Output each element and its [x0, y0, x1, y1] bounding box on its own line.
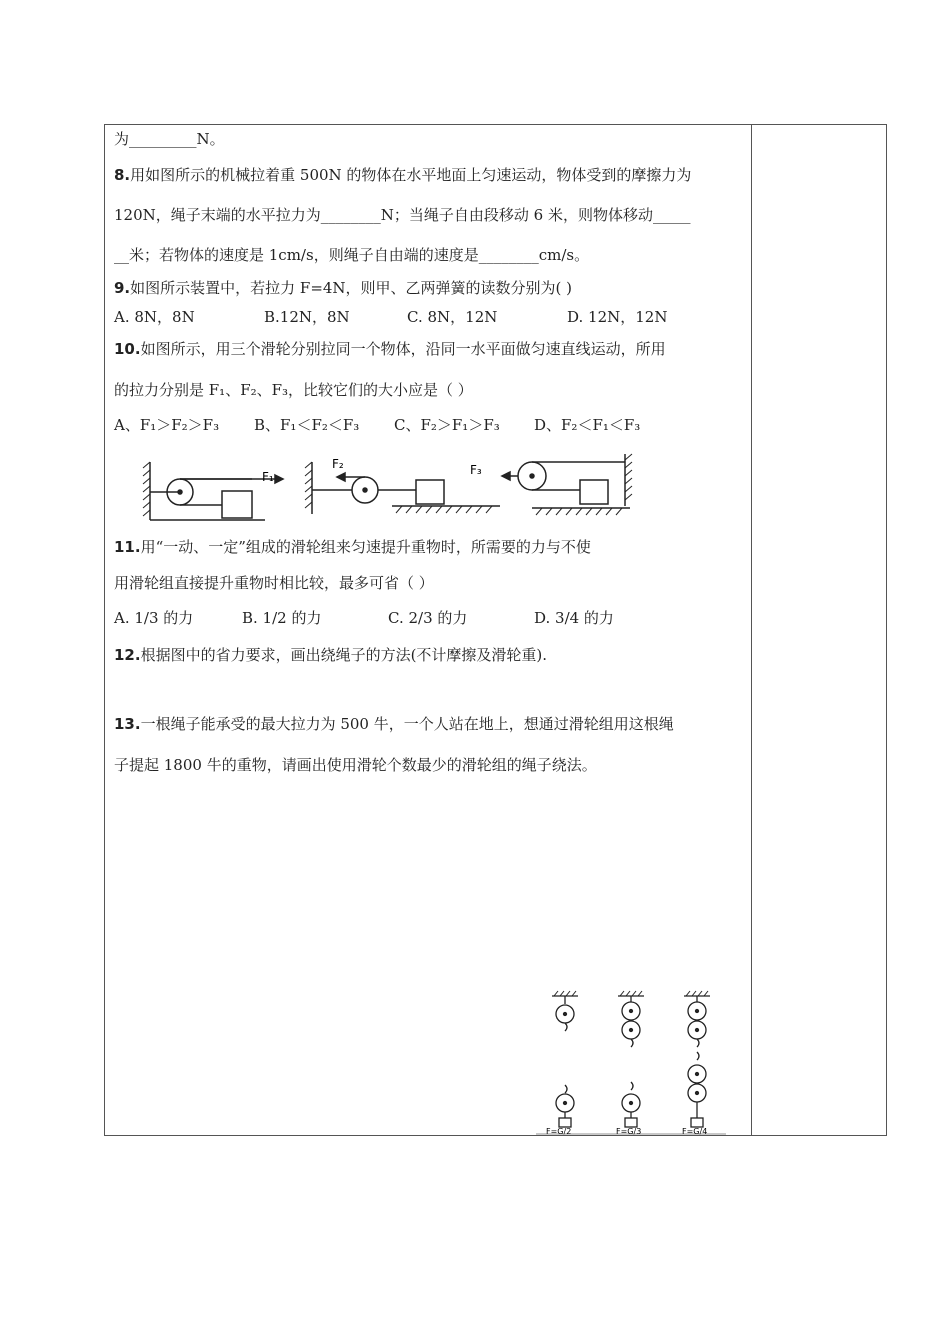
q8-line1 — [114, 166, 691, 184]
q10-pulley-figure — [140, 448, 640, 524]
q12-text: 根据图中的省力要求，画出绕绳子的方法(不计摩擦及滑轮重). — [140, 646, 548, 664]
q11-option-b: B. 1/2 的力 — [242, 609, 322, 627]
q10-option-b: B、F₁＜F₂＜F₃ — [254, 416, 360, 434]
fig12-label-2: F=G/3 — [616, 1127, 642, 1135]
content-table — [104, 124, 887, 1136]
q9-number: 9. — [114, 279, 131, 297]
q9-text: 如图所示装置中，若拉力 F=4N，则甲、乙两弹簧的读数分别为( ) — [130, 279, 573, 297]
q10-line1 — [114, 340, 666, 358]
q13-number: 13. — [114, 715, 141, 733]
q13-line1 — [114, 715, 674, 733]
q11-option-d: D. 3/4 的力 — [534, 609, 614, 627]
f2-label: F₂ — [332, 457, 344, 471]
q9-option-d: D. 12N，12N — [567, 308, 668, 326]
q10-option-c: C、F₂＞F₁＞F₃ — [394, 416, 500, 434]
q11-option-a: A. 1/3 的力 — [114, 609, 194, 627]
q9-option-c: C. 8N，12N — [407, 308, 498, 326]
q12-line — [114, 646, 547, 664]
q10-line2: 的拉力分别是 F₁、F₂、F₃，比较它们的大小应是（ ） — [114, 381, 473, 399]
q10-number: 10. — [114, 340, 141, 358]
q9-options — [114, 308, 667, 326]
fig12-label-1: F=G/2 — [546, 1127, 572, 1135]
q13-text1: 一根绳子能承受的最大拉力为 500 牛，一个人站在地上，想通过滑轮组用这根绳 — [140, 715, 674, 733]
table-column-divider — [751, 124, 752, 1136]
q11-text1: 用“一动、一定”组成的滑轮组来匀速提升重物时，所需要的力与不使 — [140, 538, 591, 556]
q13-line2: 子提起 1800 牛的重物，请画出使用滑轮个数最少的滑轮组的绳子绕法。 — [114, 756, 597, 774]
q10-option-d: D、F₂＜F₁＜F₃ — [534, 416, 641, 434]
q11-option-c: C. 2/3 的力 — [388, 609, 468, 627]
q10-option-a: A、F₁＞F₂＞F₃ — [114, 416, 220, 434]
f1-label: F₁ — [262, 470, 274, 484]
q9-option-b: B.12N，8N — [264, 308, 350, 326]
q7-tail: 为_________N。 — [114, 130, 225, 148]
f3-label: F₃ — [470, 463, 482, 477]
q8-line2: 120N，绳子末端的水平拉力为________N；当绳子自由段移动 6 米，则物体移动_____ — [114, 206, 691, 224]
q9-option-a: A. 8N，8N — [114, 308, 195, 326]
q8-number: 8. — [114, 166, 131, 184]
q11-line2: 用滑轮组直接提升重物时相比较，最多可省（ ） — [114, 574, 434, 592]
fig12-label-3: F=G/4 — [682, 1127, 708, 1135]
q11-number: 11. — [114, 538, 141, 556]
q12-number: 12. — [114, 646, 141, 664]
q9-stem — [114, 279, 572, 297]
q8-line3: __米；若物体的速度是 1cm/s，则绳子自由端的速度是________cm/s。 — [114, 246, 590, 264]
q11-line1 — [114, 538, 591, 556]
q10-text1: 如图所示，用三个滑轮分别拉同一个物体，沿同一水平面做匀速直线运动，所用 — [140, 340, 666, 358]
q11-options — [114, 609, 614, 627]
q12-pulley-figure — [536, 990, 730, 1135]
q8-text1: 用如图所示的机械拉着重 500N 的物体在水平地面上匀速运动，物体受到的摩擦力为 — [130, 166, 692, 184]
q10-options — [114, 416, 640, 434]
